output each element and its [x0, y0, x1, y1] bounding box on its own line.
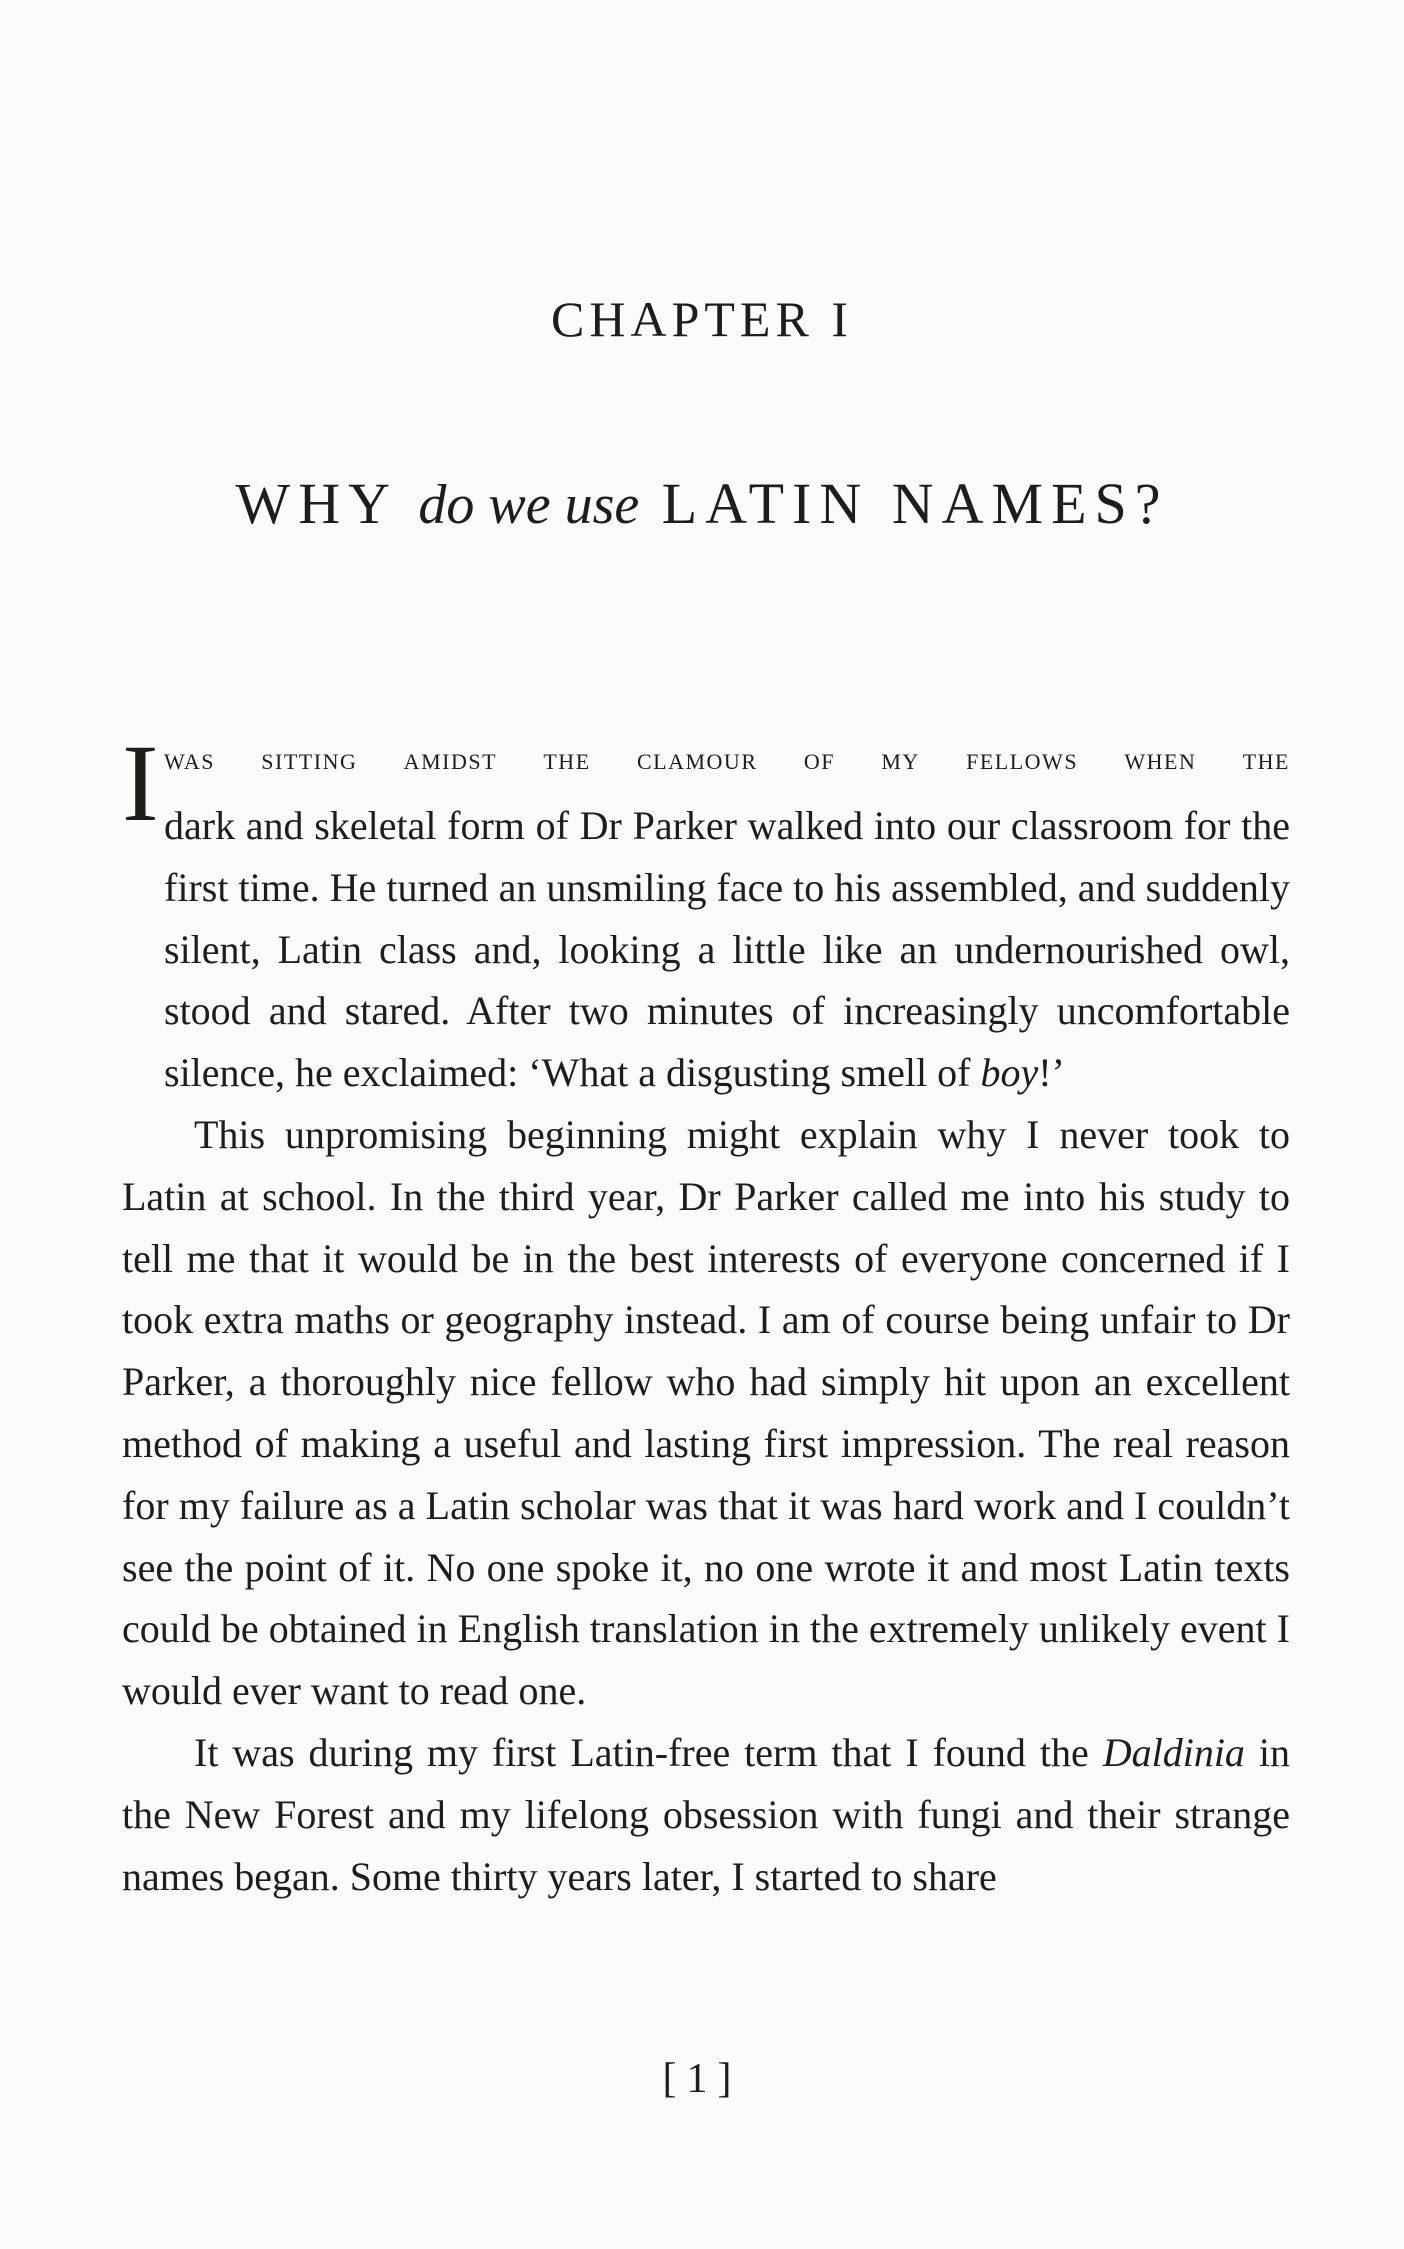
drop-cap: I — [122, 722, 159, 844]
chapter-title-part1: WHY — [235, 471, 396, 536]
paragraph-1-end: !’ — [1038, 1050, 1065, 1096]
chapter-title-italic: do we use — [418, 474, 640, 536]
paragraph-3-italic: Daldinia — [1102, 1729, 1245, 1775]
first-paragraph — [122, 722, 1290, 1104]
paragraph-3-end: in the New Forest and my lifelong obsession with fungi and their strange names began. Some thirty years later, I started to share — [122, 1729, 1290, 1899]
paragraph-1-text: dark and skeletal form of Dr Parker walked into our classroom for the first time. He turned an unsmiling face to his assembled, and suddenly silent, Latin class and, looking a little like an undernourished owl, stood and stared. After two minutes of increasingly uncomfortable silence, he exclaimed: ‘What a disgusting smell of — [164, 803, 1290, 1096]
chapter-label: CHAPTER I — [551, 291, 853, 347]
paragraph-3-text: It was during my first Latin-free term that I found the — [194, 1729, 1103, 1775]
chapter-title-part2: LATIN NAMES? — [661, 471, 1169, 536]
body-text — [122, 722, 1290, 1907]
first-line-small-caps: was sitting amidst the clamour of my fellows when the — [164, 740, 1290, 776]
paragraph-2: This unpromising beginning might explain why I never took to Latin at school. In the third year, Dr Parker called me into his study to tell me that it would be in the best interests of everyone concerned if I took extra maths or geography instead. I am of course being unfair to Dr Parker, a thoroughly nice fellow who had simply hit upon an excellent method of making a useful and lasting first impression. The real reason for my failure as a Latin scholar was that it was hard work and I couldn’t see the point of it. No one spoke it, no one wrote it and most Latin texts could be obtained in English translation in the extremely unlikely event I would ever want to read one. — [122, 1111, 1290, 1714]
page-number: [1] — [662, 2056, 742, 2102]
paragraph-3 — [122, 1722, 1290, 1907]
paragraph-1-italic: boy — [980, 1050, 1039, 1096]
chapter-title — [0, 470, 1404, 537]
paragraph-1 — [122, 795, 1290, 1104]
